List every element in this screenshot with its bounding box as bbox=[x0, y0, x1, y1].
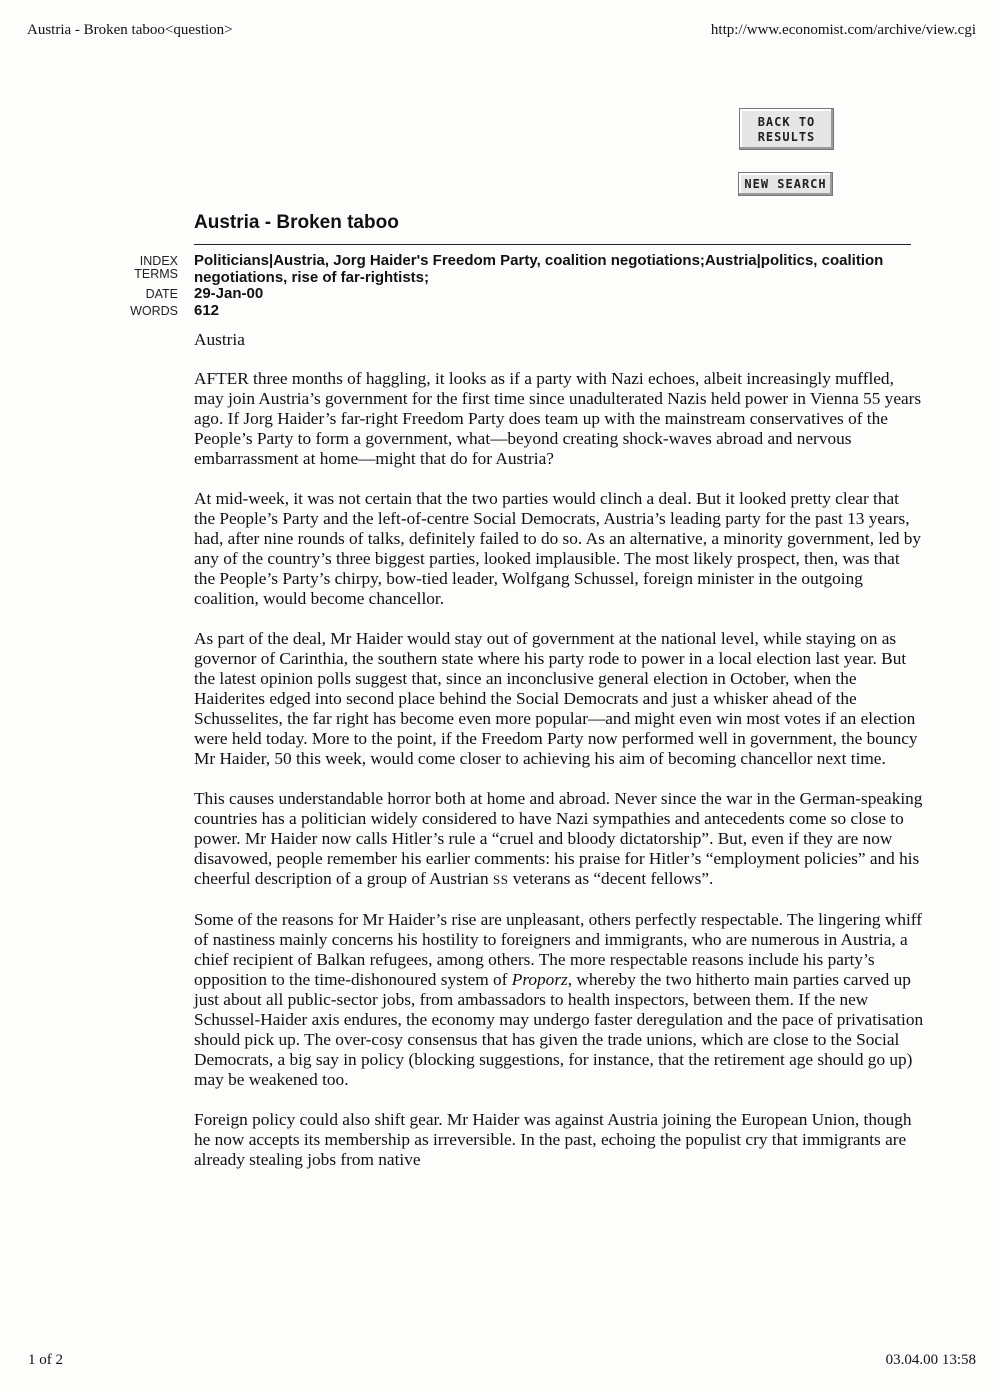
paragraph-6: Foreign policy could also shift gear. Mr Haider was against Austria joining the European Union, though he now accepts its membership as irreversible. In the past, echoing the populist cry that immigrants are already stealing jobs from native bbox=[194, 1110, 912, 1169]
paragraph-5-italic: Proporz bbox=[511, 970, 568, 989]
date-row bbox=[120, 286, 910, 303]
index-label-line2: TERMS bbox=[134, 267, 178, 281]
paragraph-2: At mid-week, it was not certain that the two parties would clinch a deal. But it looked pretty clear that the People’s Party and the left-of-centre Social Democrats, Austria’s leading party for the past 13 years, had, after nine rounds of talks, definitely failed to do so. As an alternative, a minority government, led by any of the country’s three biggest parties, looked implausible. The most likely prospect, then, was that the People’s Party’s chirpy, bow-tied leader, Wolfgang Schussel, foreign minister in the outgoing coalition, would become chancellor. bbox=[194, 489, 922, 608]
paragraph-5-part-1: Some of the reasons for Mr Haider’s rise are unpleasant, others perfectly respectable. The lingering whiff of nastiness mainly concerns his hostility to foreigners and immigrants, who are numerous in Austria, a chief recipient of Balkan refugees, among others. The more respectable reasons include his party’s opposition to the time-dishonoured system of bbox=[194, 910, 922, 989]
paragraph-4 bbox=[194, 789, 924, 890]
words-value: 612 bbox=[194, 301, 220, 319]
article-body bbox=[194, 330, 924, 1190]
paragraph-3: As part of the deal, Mr Haider would stay out of government at the national level, while staying on as governor of Carinthia, the southern state where his party rode to power in a local election last year. But the latest opinion polls suggest that, since an inconclusive general election in October, when the Haiderites edged into second place behind the Social Democrats and just a whisker ahead of the Schusselites, the far right has become even more popular—and might even win most votes if an election were held today. More to the point, if the Freedom Party now performed well in government, the bouncy Mr Haider, 50 this week, would come closer to achieving his aim of becoming chancellor next time. bbox=[194, 629, 918, 768]
words-label: WORDS bbox=[130, 303, 178, 318]
back-button-label-line2: RESULTS bbox=[757, 130, 816, 144]
index-label-line1: INDEX bbox=[139, 254, 178, 268]
paragraph-4-part-2: veterans as “decent fellows”. bbox=[508, 869, 714, 888]
article-meta bbox=[120, 253, 910, 319]
section-label: Austria bbox=[194, 330, 245, 349]
index-terms-label bbox=[120, 253, 178, 286]
paragraph-4-ss: SS bbox=[492, 872, 509, 887]
words-row bbox=[120, 303, 910, 320]
back-to-results-button[interactable] bbox=[739, 108, 834, 150]
back-button-label-line1: BACK TO bbox=[757, 115, 816, 129]
index-terms-value: Politicians|Austria, Jorg Haider's Freedom Party, coalition negotiations;Austria|politics, coalition negotiations, rise of far-rightists; bbox=[194, 252, 884, 286]
date-label: DATE bbox=[145, 287, 178, 301]
article-title: Austria - Broken taboo bbox=[194, 212, 399, 233]
paragraph-5 bbox=[194, 910, 924, 1090]
date-value: 29-Jan-00 bbox=[194, 285, 264, 302]
title-divider bbox=[194, 244, 911, 245]
new-search-button[interactable]: NEW SEARCH bbox=[738, 172, 833, 196]
index-terms-row bbox=[120, 253, 910, 286]
paragraph-4-part-1: This causes understandable horror both at home and abroad. Never since the war in the German-speaking countries has a politician widely considered to have Nazi sympathies and antecedents come so close to power. Mr Haider now calls Hitler’s rule a “cruel and bloody dictatorship”. But, even if they are now disavowed, people remember his earlier comments: his praise for Hitler’s “employment policies” and his cheerful description of a group of Austrian bbox=[194, 789, 923, 888]
paragraph-5-part-2: , whereby the two hitherto main parties carved up just about all public-sector jobs, from ambassadors to health inspectors, between them. If the new Schussel-Haider axis endures, the economy may undergo faster deregulation and the pace of privatisation should pick up. The over-cosy consensus that has given the trade unions, which are close to the Social Democrats, a big say in policy (blocking suggestions, for instance, that the retirement age should go up) may be weakened too. bbox=[194, 970, 924, 1089]
print-timestamp: 03.04.00 13:58 bbox=[885, 1352, 976, 1368]
page-number: 1 of 2 bbox=[28, 1352, 63, 1368]
page-header-title: Austria - Broken taboo<question> bbox=[27, 22, 233, 38]
paragraph-1: AFTER three months of haggling, it looks as if a party with Nazi echoes, albeit increasingly muffled, may join Austria’s government for the first time since unadulterated Nazis held power in Vienna 55 years ago. If Jorg Haider’s far-right Freedom Party does team up with the mainstream conservatives of the People’s Party to form a government, what—beyond creating shock-waves abroad and nervous embarrassment at home—might that do for Austria? bbox=[194, 369, 922, 468]
page-header-url: http://www.economist.com/archive/view.cgi bbox=[710, 22, 976, 38]
